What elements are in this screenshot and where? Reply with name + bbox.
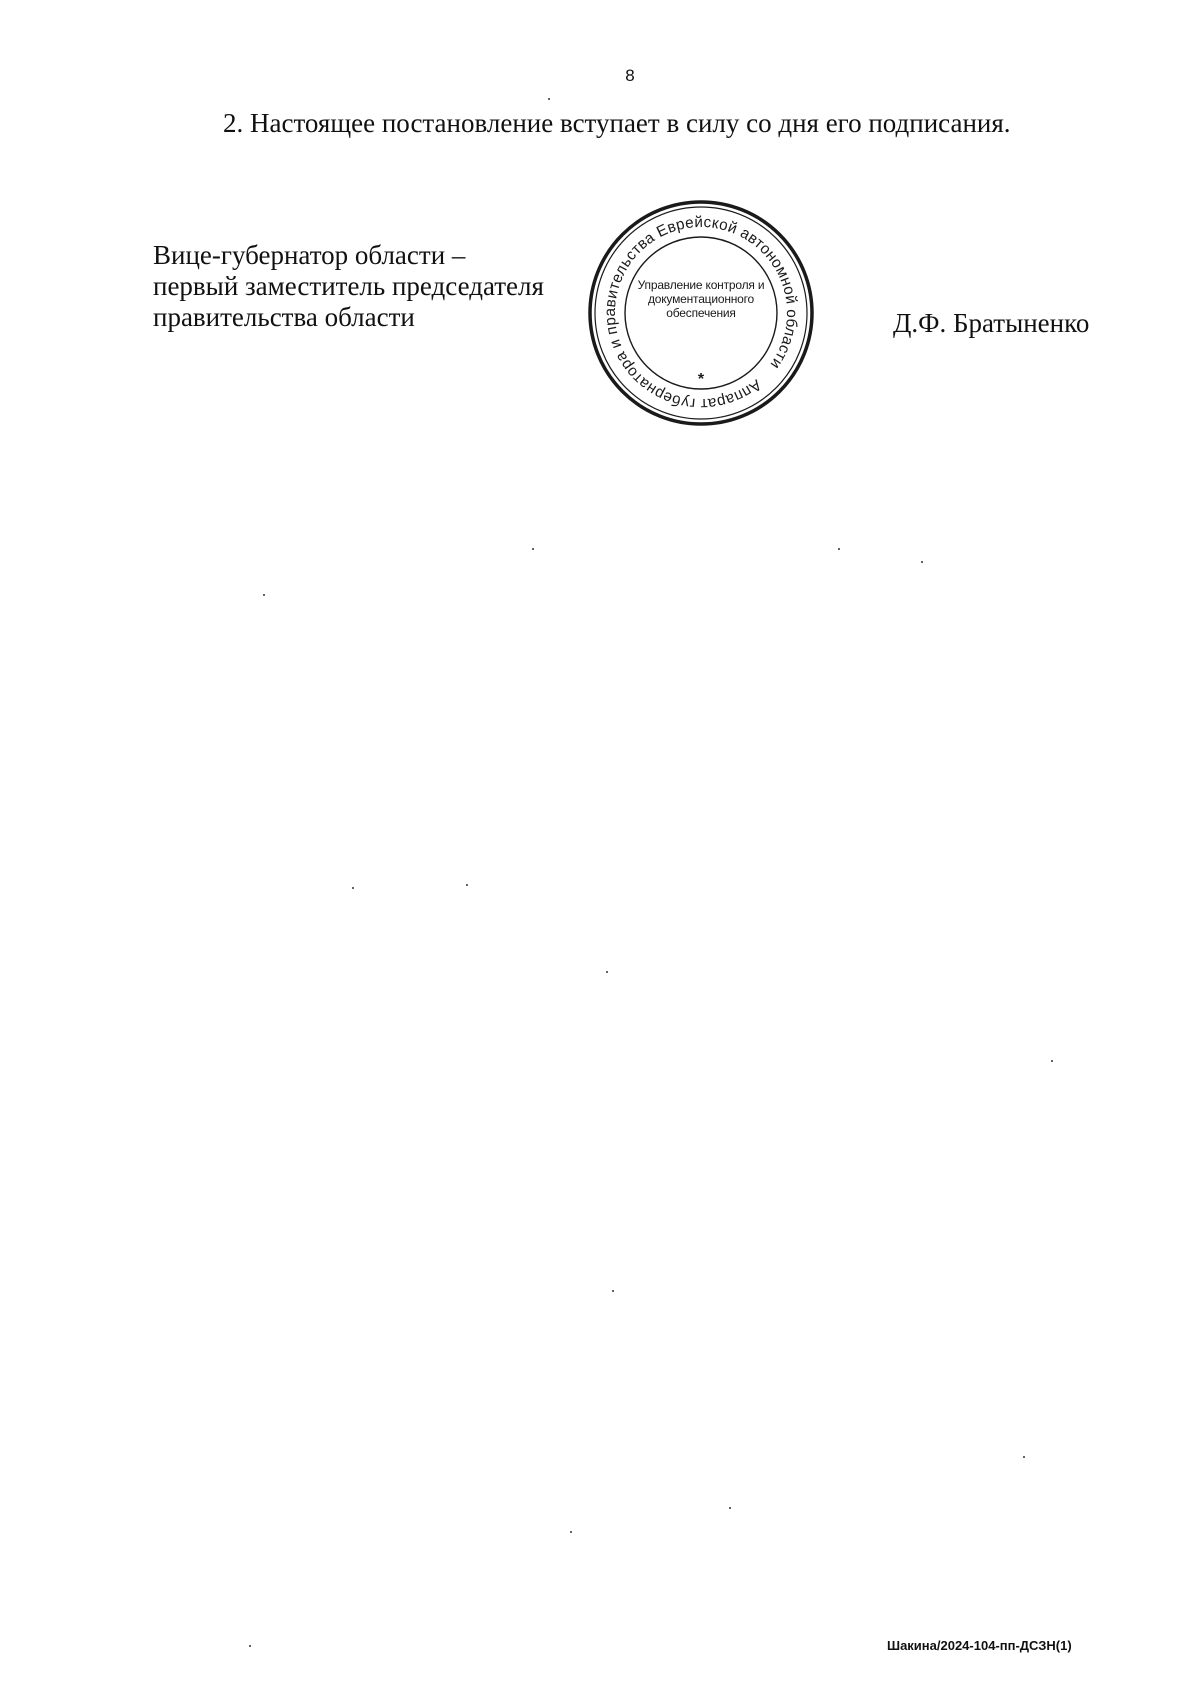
scan-speck — [1051, 1060, 1053, 1062]
scan-speck — [249, 1645, 251, 1647]
seal-ring-text: Аппарат губернатора и правительства Еврейской автономной области — [601, 213, 801, 413]
seal-star: * — [697, 371, 705, 388]
scan-speck — [729, 1507, 731, 1509]
seal-center-line-1: Управление контроля и — [637, 278, 765, 292]
seal-center-line-2: документационного — [647, 292, 755, 306]
scan-speck — [838, 548, 840, 550]
signatory-title-line-1: Вице-губернатор области – — [153, 240, 466, 270]
scan-speck — [1023, 1456, 1025, 1458]
seal-center-line-3: обеспечения — [666, 306, 736, 320]
scan-speck — [548, 98, 550, 100]
official-seal — [586, 198, 816, 428]
scan-speck — [532, 548, 534, 550]
scan-speck — [612, 1290, 614, 1292]
scan-speck — [606, 971, 608, 973]
seal-center-text — [626, 278, 776, 320]
page-number: 8 — [625, 66, 635, 85]
scan-speck — [921, 561, 923, 563]
signatory-block — [153, 240, 544, 333]
scan-speck — [263, 594, 265, 596]
signatory-title-line-3: правительства области — [153, 302, 415, 332]
paragraph-effective-date: 2. Настоящее постановление вступает в силу со дня его подписания. — [223, 108, 1011, 138]
footer-document-code: Шакина/2024-104-пп-ДСЗН(1) — [887, 1638, 1072, 1653]
scan-speck — [466, 884, 468, 886]
signatory-title-line-2: первый заместитель председателя — [153, 271, 544, 301]
signer-name: Д.Ф. Братыненко — [893, 308, 1090, 338]
scan-speck — [570, 1531, 572, 1533]
scan-speck — [352, 887, 354, 889]
